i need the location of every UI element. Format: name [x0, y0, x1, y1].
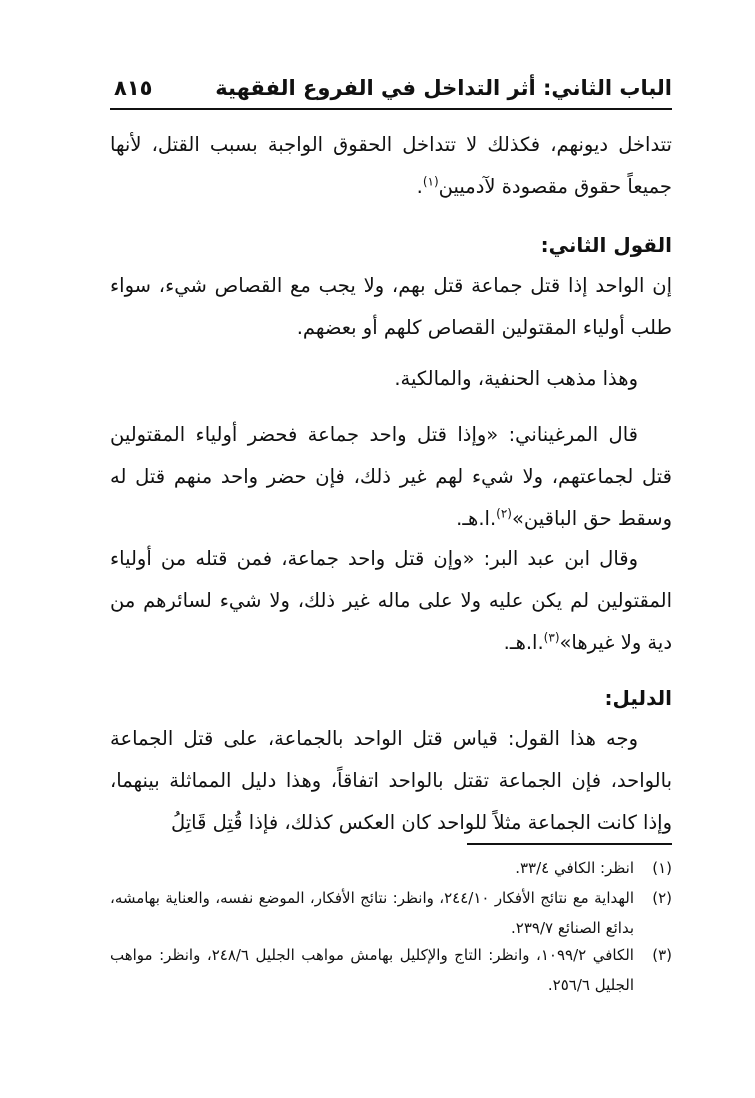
paragraph-madhhab: وهذا مذهب الحنفية، والمالكية. [394, 367, 638, 390]
footnote-text: الكافي ١٠٩٩/٢، وانظر: التاج والإكليل بهامش مواهب الجليل ٢٤٨/٦، وانظر: مواهب الجليل ٢٥٦/٦. [110, 946, 634, 994]
paragraph-text: تتداخل ديونهم، فكذلك لا تتداخل الحقوق الواجبة بسبب القتل، لأنها جميعاً حقوق مقصودة لآدميين [110, 133, 672, 198]
paragraph-quote-ibn-abd-albarr [110, 538, 672, 664]
section-heading-second-opinion: القول الثاني: [540, 233, 672, 257]
page-number: ٨١٥ [114, 76, 153, 100]
footnote-text: انظر: الكافي ٣٣/٤. [515, 859, 634, 877]
footnote-3 [110, 940, 672, 1000]
paragraph-end-mark: . [416, 175, 423, 198]
footnote-ref-1[interactable]: (١) [422, 174, 439, 189]
footnote-divider [467, 843, 672, 845]
paragraph-quote-marghinani [110, 414, 672, 540]
paragraph-continuation [110, 124, 672, 208]
paragraph-opinion: إن الواحد إذا قتل جماعة قتل بهم، ولا يجب مع القصاص شيء، سواء طلب أولياء المقتولين القصاص كلهم أو بعضهم. [110, 274, 672, 339]
footnote-text: الهداية مع نتائج الأفكار ٢٤٤/١٠، وانظر: نتائج الأفكار، الموضع نفسه، والعناية بهامشه، بدائع الصنائع ٢٣٩/٧. [110, 889, 635, 937]
paragraph-evidence: وجه هذا القول: قياس قتل الواحد بالجماعة، على قتل الجماعة بالواحد، فإن الجماعة تقتل بالواحد اتفاقاً، وهذا دليل المماثلة بينهما، وإذا كانت الجماعة مثلاً للواحد كان العكس كذلك، فإذا قُتِل قَاتِلُ [110, 727, 672, 834]
footnote-ref-2[interactable]: (٢) [496, 506, 512, 521]
footnote-1 [110, 853, 672, 883]
footnote-number: (١) [652, 859, 672, 877]
footnote-2 [110, 883, 672, 943]
quote-end: .ا.هـ. [456, 507, 497, 530]
footnote-ref-3[interactable]: (٣) [543, 630, 560, 645]
section-heading-evidence: الدليل: [604, 686, 672, 710]
footnote-number: (٢) [652, 889, 672, 907]
footnote-number: (٣) [652, 946, 672, 964]
chapter-title: الباب الثاني: أثر التداخل في الفروع الفقهية [215, 76, 672, 100]
running-header [110, 74, 672, 110]
quote-text: وقال ابن عبد البر: «وإن قتل واحد جماعة، فمن قتله من أولياء المقتولين لم يكن عليه ولا على ماله غير ذلك، ولا شيء لسائرهم من دية ولا غيرها» [110, 547, 672, 654]
quote-end: .ا.هـ. [503, 631, 544, 654]
quote-text: قال المرغيناني: «وإذا قتل واحد جماعة فحضر أولياء المقتولين قتل لجماعتهم، ولا شيء لهم غير ذلك، فإن حضر واحد منهم قتل له وسقط حق الباقين» [110, 423, 672, 530]
